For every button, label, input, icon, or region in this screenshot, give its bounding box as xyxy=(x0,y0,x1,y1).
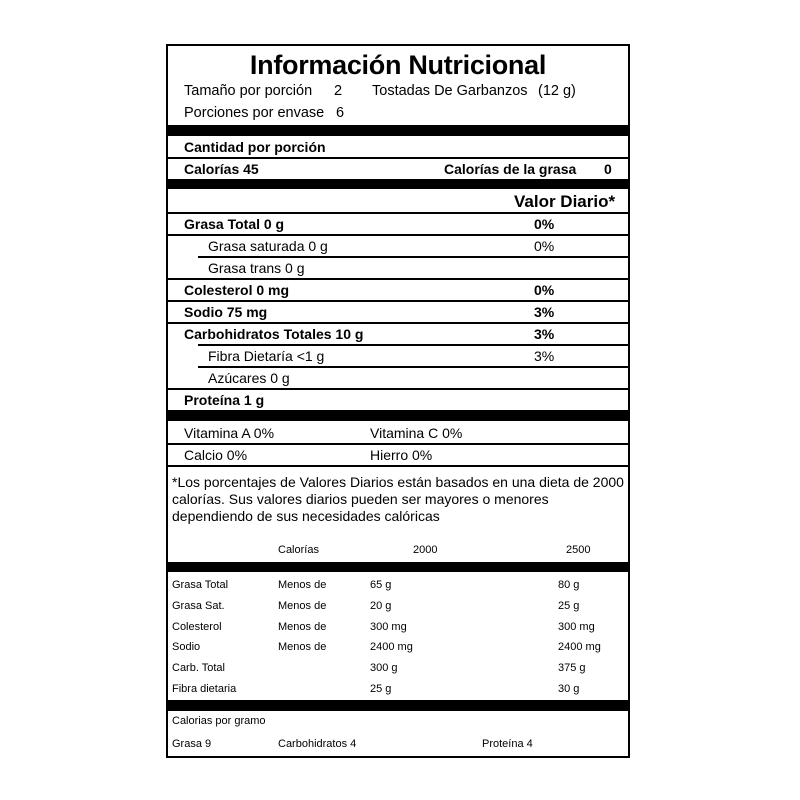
ref-row-2000: 300 g xyxy=(370,662,398,674)
ref-row-2000: 25 g xyxy=(370,683,392,695)
ref-row-nutrient: Carb. Total xyxy=(172,662,225,674)
ref-header-2500: 2500 xyxy=(566,544,591,556)
ref-header-2000: 2000 xyxy=(413,544,438,556)
ref-row-nutrient: Fibra dietaria xyxy=(172,683,237,695)
calcium: Calcio 0% xyxy=(184,447,248,463)
serving-size-value: 2 xyxy=(334,83,343,99)
ref-row-limit: Menos de xyxy=(278,579,327,591)
thick-divider xyxy=(168,410,628,421)
nutrient-label-total-fat: Grasa Total 0 g xyxy=(184,216,285,232)
serving-size-label: Tamaño por porción xyxy=(184,83,313,99)
divider xyxy=(168,388,628,390)
daily-value-header: Valor Diario* xyxy=(514,192,616,211)
ref-row-2000: 2400 mg xyxy=(370,641,413,653)
ref-row-nutrient: Sodio xyxy=(172,641,201,653)
ref-row-2500: 300 mg xyxy=(558,621,595,633)
nutrient-dv-fiber: 3% xyxy=(534,348,555,364)
ref-row-2500: 375 g xyxy=(558,662,586,674)
calories-per-gram-protein: Proteína 4 xyxy=(482,738,533,750)
thick-divider xyxy=(168,125,628,136)
calories-from-fat-value: 0 xyxy=(604,161,612,177)
divider xyxy=(168,465,628,467)
nutrient-label-sugars: Azúcares 0 g xyxy=(208,370,290,386)
serving-size-desc: Tostadas De Garbanzos xyxy=(372,83,528,99)
nutrient-label-fiber: Fibra Dietaría <1 g xyxy=(208,348,325,364)
calories-per-gram-label: Calorias por gramo xyxy=(172,715,266,727)
servings-per-container-label: Porciones por envase xyxy=(184,105,325,121)
ref-row-limit: Menos de xyxy=(278,600,327,612)
iron: Hierro 0% xyxy=(370,447,433,463)
nutrient-dv-sodium: 3% xyxy=(534,304,555,320)
divider xyxy=(198,344,628,346)
thick-divider xyxy=(168,179,628,189)
nutrient-label-sodium: Sodio 75 mg xyxy=(184,304,268,320)
calories-from-fat-label: Calorías de la grasa xyxy=(444,161,577,177)
nutrient-label-carbohydrates: Carbohidratos Totales 10 g xyxy=(184,326,364,342)
servings-per-container-value: 6 xyxy=(336,105,345,121)
label-title: Información Nutricional xyxy=(249,50,547,80)
ref-row-2000: 65 g xyxy=(370,579,392,591)
thick-divider xyxy=(168,562,628,572)
divider xyxy=(168,278,628,280)
nutrient-dv-carbohydrates: 3% xyxy=(534,326,555,342)
divider xyxy=(168,443,628,445)
calories-per-gram-carb: Carbohidratos 4 xyxy=(278,738,357,750)
nutrient-label-trans-fat: Grasa trans 0 g xyxy=(208,260,305,276)
ref-row-2500: 80 g xyxy=(558,579,580,591)
ref-row-limit: Menos de xyxy=(278,641,327,653)
vitamin-c: Vitamina C 0% xyxy=(370,425,463,441)
nutrient-dv-total-fat: 0% xyxy=(534,216,555,232)
ref-row-2000: 20 g xyxy=(370,600,392,612)
thick-divider xyxy=(168,700,628,711)
nutrient-label-protein: Proteína 1 g xyxy=(184,392,265,408)
nutrient-dv-cholesterol: 0% xyxy=(534,282,555,298)
nutrient-label-saturated-fat: Grasa saturada 0 g xyxy=(208,238,328,254)
ref-row-nutrient: Grasa Sat. xyxy=(172,600,225,612)
divider xyxy=(198,256,628,258)
nutrient-label-cholesterol: Colesterol 0 mg xyxy=(184,282,290,298)
calories-per-gram-fat: Grasa 9 xyxy=(172,738,212,750)
ref-row-2500: 25 g xyxy=(558,600,580,612)
ref-header-calories: Calorías xyxy=(278,544,319,556)
divider xyxy=(168,300,628,302)
divider xyxy=(168,212,628,214)
divider xyxy=(198,366,628,368)
ref-row-2500: 30 g xyxy=(558,683,580,695)
divider xyxy=(168,157,628,159)
ref-row-limit: Menos de xyxy=(278,621,327,633)
ref-row-nutrient: Grasa Total xyxy=(172,579,229,591)
nutrition-label xyxy=(166,44,630,758)
ref-row-2500: 2400 mg xyxy=(558,641,601,653)
serving-size-grams: (12 g) xyxy=(538,83,576,99)
vitamin-a: Vitamina A 0% xyxy=(184,425,275,441)
divider xyxy=(168,234,628,236)
ref-row-2000: 300 mg xyxy=(370,621,407,633)
amount-per-serving: Cantidad por porción xyxy=(184,139,326,155)
divider xyxy=(168,322,628,324)
footnote: *Los porcentajes de Valores Diarios están basados en una dieta de 2000 calorías. Sus valores diarios pueden ser mayores o menores dependiendo de sus necesidades calóricas xyxy=(172,474,624,524)
ref-row-nutrient: Colesterol xyxy=(172,621,222,633)
nutrient-dv-saturated-fat: 0% xyxy=(534,238,555,254)
calories: Calorías 45 xyxy=(184,161,259,177)
